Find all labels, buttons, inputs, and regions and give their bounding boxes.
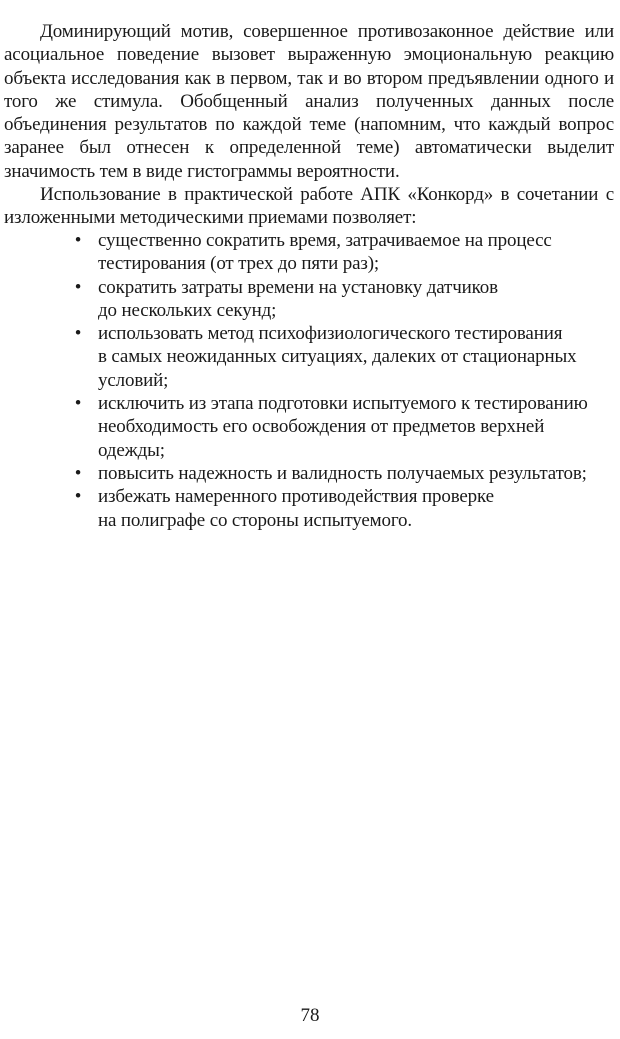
bullet-icon: • — [74, 462, 82, 484]
list-item — [60, 276, 614, 323]
list-item-text: тестирования (от трех до пяти раз); — [98, 253, 380, 275]
bullet-icon: • — [74, 323, 82, 345]
bullet-list — [60, 229, 614, 532]
list-item-text: условий; — [98, 369, 169, 391]
list-item-text: сократить затраты времени на установку датчиков — [98, 276, 498, 298]
list-item-text: необходимость его освобождения от предметов верхней — [98, 416, 545, 438]
bullet-icon: • — [74, 276, 82, 298]
list-item — [60, 462, 614, 485]
list-item-text: использовать метод психофизиологического тестирования — [98, 323, 563, 345]
list-item-text: одежды; — [98, 439, 165, 461]
list-item — [60, 229, 614, 276]
page-number: 78 — [300, 1005, 320, 1026]
list-item-text: на полиграфе со стороны испытуемого. — [98, 509, 412, 531]
body-paragraph: Доминирующий мотив, совершенное противозаконное действие или асоциальное поведение вызовет выраженную эмоциональную реакцию объекта исследования как в первом, так и во втором предъявлении одного и того же стимула. Обобщенный анализ полученных данных после объединения результатов по каждой теме (напомним, что каждый вопрос заранее был отнесен к определенной теме) автоматически выделит значимость тем в виде гистограммы вероятности. — [4, 21, 614, 182]
list-item-text: существенно сократить время, затрачиваемое на процесс — [98, 230, 552, 251]
bullet-icon: • — [74, 230, 82, 251]
list-item-text: повысить надежность и валидность получаемых результатов; — [98, 462, 587, 484]
bullet-icon: • — [74, 393, 82, 415]
body-paragraph: Использование в практической работе АПК «Конкорд» в сочетании с изложенными методическими приемами позволяет: — [4, 184, 614, 229]
bullet-icon: • — [74, 486, 82, 508]
list-item — [60, 485, 614, 532]
list-item-text: исключить из этапа подготовки испытуемого к тестированию — [98, 393, 588, 415]
list-item-text: избежать намеренного противодействия проверке — [98, 486, 494, 508]
list-item-text: до нескольких секунд; — [98, 299, 277, 321]
list-item — [60, 392, 614, 462]
list-item — [60, 322, 614, 392]
list-item-text: в самых неожиданных ситуациях, далеких от стационарных — [98, 346, 577, 368]
